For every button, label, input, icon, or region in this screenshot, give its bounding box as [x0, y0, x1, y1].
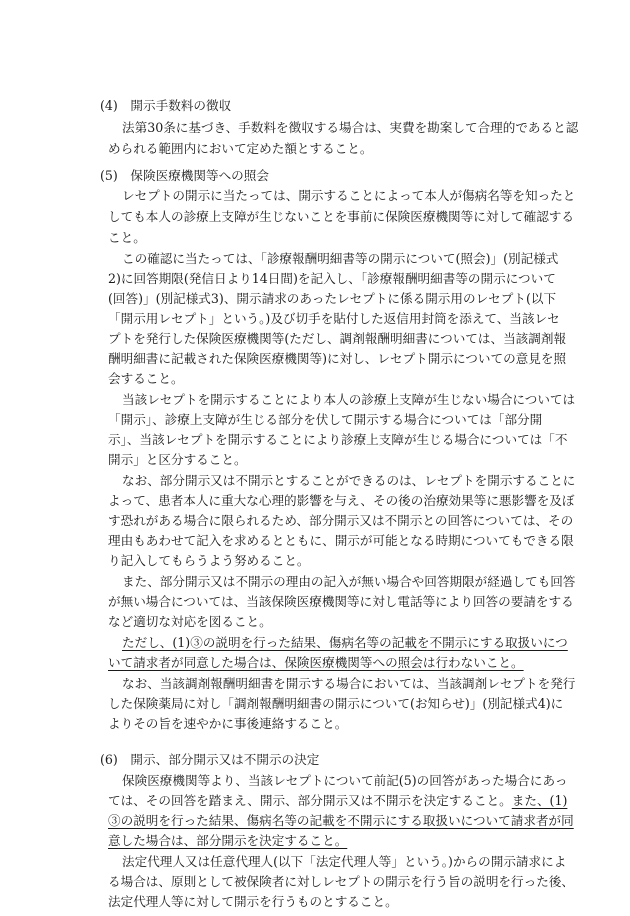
sec4-p1-line1: 法第30条に基づき、手数料を徴収する場合は、実費を勘案して合理的であると認	[122, 120, 579, 135]
sec5-p3-line3: 示」、当該レセプトを開示することにより診療上支障が生じる場合については「不	[108, 432, 568, 447]
sec5-p2-line7: 会すること。	[108, 371, 184, 386]
sec5-p2-line4: 「開示用レセプト」という。)及び切手を貼付した返信用封筒を添えて、当該レセ	[108, 311, 560, 326]
sec5-p7-line3: よりその旨を速やかに事後連絡すること。	[108, 716, 348, 731]
sec5-p1-line2: しても本人の診療上支障が生じないことを事前に保険医療機関等に対して確認する	[108, 209, 574, 224]
sec5-p1-line3: こと。	[108, 230, 146, 245]
sec5-p5-line2: が無い場合については、当該保険医療機関等に対し電話等により回答の要請をする	[108, 594, 574, 609]
sec6-p1-line2-plain: ては、その回答を踏まえ、開示、部分開示又は不開示を決定すること。	[108, 793, 512, 808]
section-6-heading: (6) 開示、部分開示又は不開示の決定	[100, 752, 320, 767]
sec6-p1-line2	[108, 793, 567, 809]
sec5-p7-line2: した保険薬局に対し「調剤報酬明細書の開示について(お知らせ)」(別記様式4)に	[108, 696, 564, 711]
sec5-p2-line5: プトを発行した保険医療機関等(ただし、調剤報酬明細書については、当該調剤報	[108, 331, 567, 346]
sec5-p2-line1: この確認に当たっては、「診療報酬明細書等の開示について(照会)」(別記様式	[122, 251, 559, 266]
sec5-p5-line3: など適切な対応を図ること。	[108, 614, 272, 629]
sec5-p4-line3: す恐れがある場合に限られるため、部分開示又は不開示との回答については、その	[108, 513, 574, 528]
sec6-p2-line2: る場合は、原則として被保険者に対しレセプトの開示を行う旨の説明を行った後、	[108, 874, 574, 889]
sec5-p2-line2: 2)に回答期限(発信日より14日間)を記入し、「診療報酬明細書等の開示について	[108, 271, 556, 286]
sec5-p2-line3: (回答)」(別記様式3)、開示請求のあったレセプトに係る開示用のレセプト(以下	[108, 291, 557, 306]
sec6-p1-line1: 保険医療機関等より、当該レセプトについて前記(5)の回答があった場合にあっ	[122, 773, 568, 788]
sec6-p1-line4: 意した場合は、部分開示を決定すること。	[108, 833, 348, 848]
sec5-p3-line4: 開示」と区分すること。	[108, 452, 247, 467]
sec6-p1-line3: ③の説明を行った結果、傷病名等の記載を不開示にする取扱いについて請求者が同	[108, 813, 574, 828]
sec5-p4-line1: なお、部分開示又は不開示とすることができるのは、レセプトを開示することに	[122, 473, 576, 488]
sec5-p1-line1: レセプトの開示に当たっては、開示することによって本人が傷病名等を知ったと	[122, 188, 576, 203]
sec5-p7-line1: なお、当該調剤報酬明細書を開示する場合においては、当該調剤レセプトを発行	[122, 676, 576, 691]
sec6-p2-line1: 法定代理人又は任意代理人(以下「法定代理人等」という。)からの開示請求によ	[122, 854, 567, 869]
sec5-p2-line6: 酬明細書に記載された保険医療機関等)に対し、レセプト開示についての意見を照	[108, 351, 567, 366]
sec5-p6-line1: ただし、(1)③の説明を行った結果、傷病名等の記載を不開示にする取扱いにつ	[122, 635, 568, 650]
sec5-p6-line2: いて請求者が同意した場合は、保険医療機関等への照会は行わないこと。	[108, 655, 524, 670]
sec5-p5-line1: また、部分開示又は不開示の理由の記入が無い場合や回答期限が経過しても回答	[122, 574, 576, 589]
sec6-p2-line3: 法定代理人等に対して開示を行うものとすること。	[108, 894, 398, 909]
sec5-p3-line1: 当該レセプトを開示することにより本人の診療上支障が生じない場合については	[122, 392, 576, 407]
sec5-p3-line2: 「開示」、診療上支障が生じる部分を伏して開示する場合については「部分開	[108, 412, 543, 427]
section-5-heading: (5) 保険医療機関等への照会	[100, 168, 269, 183]
section-4-heading: (4) 開示手数料の徴収	[100, 98, 232, 113]
sec6-p1-line2-underlined: また、(1)	[511, 793, 568, 808]
sec5-p4-line2: よって、患者本人に重大な心理的影響を与え、その後の治療効果等に悪影響を及ぼ	[108, 493, 575, 508]
sec4-p1-line2: められる範囲内において定めた額とすること。	[108, 141, 373, 156]
sec5-p4-line5: り記入してもらうよう努めること。	[108, 553, 310, 568]
sec5-p4-line4: 理由もあわせて記入を求めるとともに、開示が可能となる時期についてもできる限	[108, 533, 574, 548]
